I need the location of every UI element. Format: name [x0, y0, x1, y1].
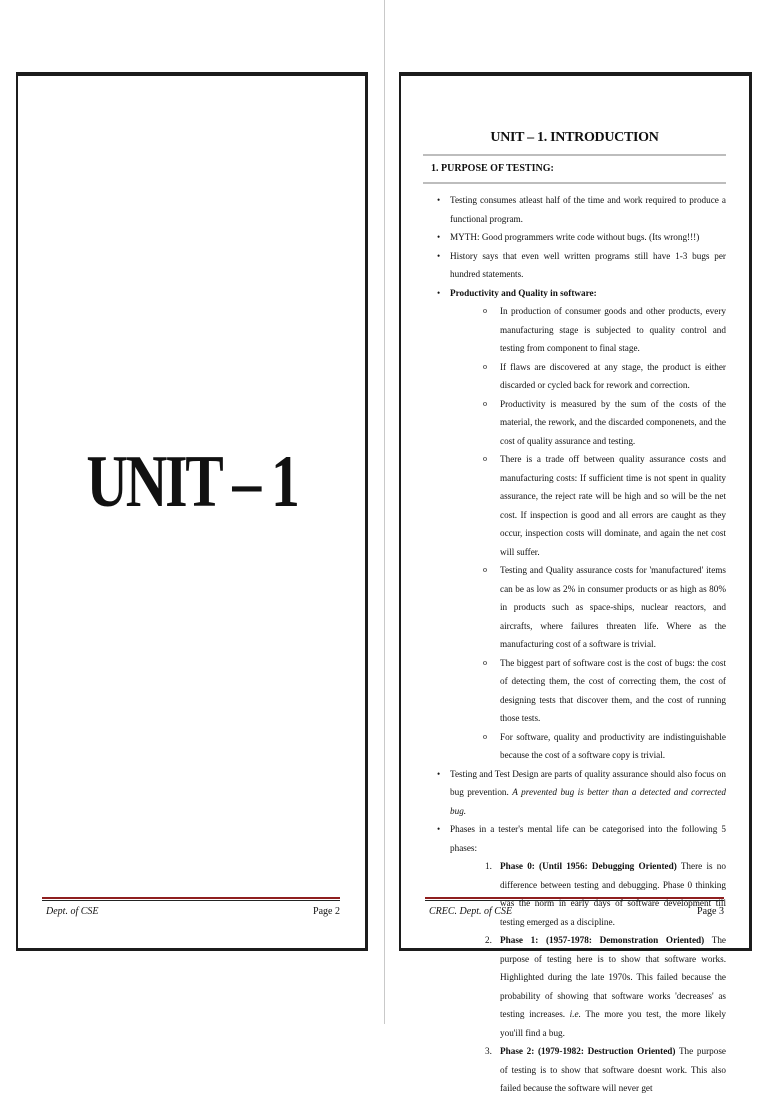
section-rule [423, 182, 726, 184]
document-title: UNIT – 1. INTRODUCTION [490, 130, 659, 145]
circle-bullet-icon: o [483, 361, 487, 371]
page-left [16, 72, 368, 951]
bullet-icon: • [437, 768, 441, 779]
list-item-text: MYTH: Good programmers write code without bugs. (Its wrong!!!) [450, 232, 700, 242]
page-border-top [16, 72, 368, 76]
list-item [423, 191, 726, 228]
sub-list-item [450, 302, 726, 358]
sub-list-item [450, 728, 726, 765]
sub-list-item [450, 654, 726, 728]
phase-text: The more you test, the more likely you'ill find a bug. [500, 1009, 726, 1038]
circle-bullet-icon: o [483, 731, 487, 741]
page-content [423, 130, 726, 1098]
footer-page-number: Page 3 [697, 906, 724, 917]
bullet-icon: • [437, 287, 441, 298]
phase-number: 3. [485, 1046, 492, 1056]
sub-list-item-text: The biggest part of software cost is the cost of bugs: the cost of detecting them, the cost of correcting them, the cost of designing tests that discover them, and the cost of running those tests. [500, 657, 726, 723]
page-divider [384, 0, 385, 1024]
list-item [423, 820, 726, 1098]
circle-bullet-icon: o [483, 454, 487, 463]
phase-item [450, 931, 726, 1042]
page-border-left [399, 72, 401, 951]
footer-page-number: Page 2 [313, 906, 340, 917]
sub-list-item [450, 358, 726, 395]
sub-list-item-text: For software, quality and productivity are indistinguishable because the cost of a software copy is trivial. [500, 731, 726, 760]
page-border-bottom [16, 948, 368, 951]
sub-list-item [450, 395, 726, 451]
footer-dept: Dept. of CSE [46, 906, 99, 917]
italic-emphasis: i.e. [569, 1009, 581, 1019]
title-rule [423, 154, 726, 156]
list-item-text: Testing consumes atleast half of the time and work required to produce a functional program. [450, 195, 726, 224]
phase-item [450, 857, 726, 931]
page-border-left [16, 72, 18, 951]
list-item-text: History says that even well written programs still have 1-3 bugs per hundred statements. [450, 250, 726, 279]
list-item-text: Phases in a tester's mental life can be categorised into the following 5 phases: [450, 824, 726, 853]
page-border-top [399, 72, 752, 76]
footer-rule [425, 897, 724, 901]
list-item [423, 247, 726, 284]
phase-list [450, 857, 726, 1098]
bullet-icon: • [437, 250, 441, 261]
phase-title: Phase 0: (Until 1956: Debugging Oriented) [500, 861, 677, 871]
phase-title: Phase 1: (1957-1978: Demonstration Oriented) [500, 935, 705, 945]
sub-bullet-list [450, 302, 726, 765]
phase-text: The purpose of testing here is to show that software works. Highlighted during the late 1970s. This failed because the probability of showing that software works 'decreases' as testing increases. [500, 935, 726, 1019]
page-border-right [365, 72, 368, 951]
list-item [423, 765, 726, 821]
circle-bullet-icon: o [483, 398, 487, 408]
list-item-text: Testing and Test Design are parts of quality assurance should also focus on bug prevention. [450, 768, 726, 797]
circle-bullet-icon: o [483, 565, 487, 574]
page-border-right [749, 72, 752, 951]
sub-list-item-text: Productivity is measured by the sum of the costs of the material, the rework, and the discarded componenets, and the cost of quality assurance and testing. [500, 398, 726, 446]
phase-number: 1. [485, 861, 492, 871]
page-right [399, 72, 752, 1093]
italic-emphasis: A prevented bug is better than a detected and corrected bug. [450, 787, 727, 816]
phase-text: There is no difference between testing and debugging. Phase 0 thinking was the norm in early days of software development till testing emerged as a discipline. [500, 861, 726, 927]
list-item-heading: Productivity and Quality in software: [450, 287, 597, 298]
footer-dept: CREC. Dept. of CSE [429, 906, 513, 917]
circle-bullet-icon: o [483, 657, 487, 667]
section-heading: 1. PURPOSE OF TESTING: [431, 163, 554, 174]
sub-list-item [450, 561, 726, 654]
list-item [423, 228, 726, 247]
unit-title: UNIT – 1 [86, 441, 298, 523]
sub-list-item-text: If flaws are discovered at any stage, the product is either discarded or cycled back for rework and correction. [500, 361, 726, 390]
phase-title: Phase 2: (1979-1982: Destruction Oriented) [500, 1046, 676, 1056]
bullet-icon: • [437, 824, 441, 834]
bullet-icon: • [437, 232, 441, 242]
circle-bullet-icon: o [483, 306, 487, 315]
bullet-icon: • [437, 195, 441, 205]
sub-list-item-text: In production of consumer goods and other products, every manufacturing stage is subjected to quality control and testing from component to final stage. [500, 306, 726, 353]
sub-list-item [450, 450, 726, 561]
footer-rule [42, 897, 340, 901]
phase-item [450, 1042, 726, 1098]
phase-number: 2. [485, 935, 492, 945]
list-item [423, 284, 726, 765]
sub-list-item-text: Testing and Quality assurance costs for 'manufactured' items can be as low as 2% in consumer products or as high as 80% in products such as space-ships, nuclear reactors, and aircrafts, where failures threaten life. Where as the manufacturing cost of a software is trivial. [500, 565, 726, 649]
bullet-list [423, 191, 726, 1098]
phase-text: The purpose of testing is to show that software doesnt work. This also failed because the software will never get [500, 1046, 726, 1093]
sub-list-item-text: There is a trade off between quality assurance costs and manufacturing costs: If sufficient time is not spent in quality assurance, the reject rate will be high and so will be the net cost. If inspection is good and all errors are caught as they occur, inspection costs will dominate, and again the net cost will suffer. [500, 454, 726, 557]
